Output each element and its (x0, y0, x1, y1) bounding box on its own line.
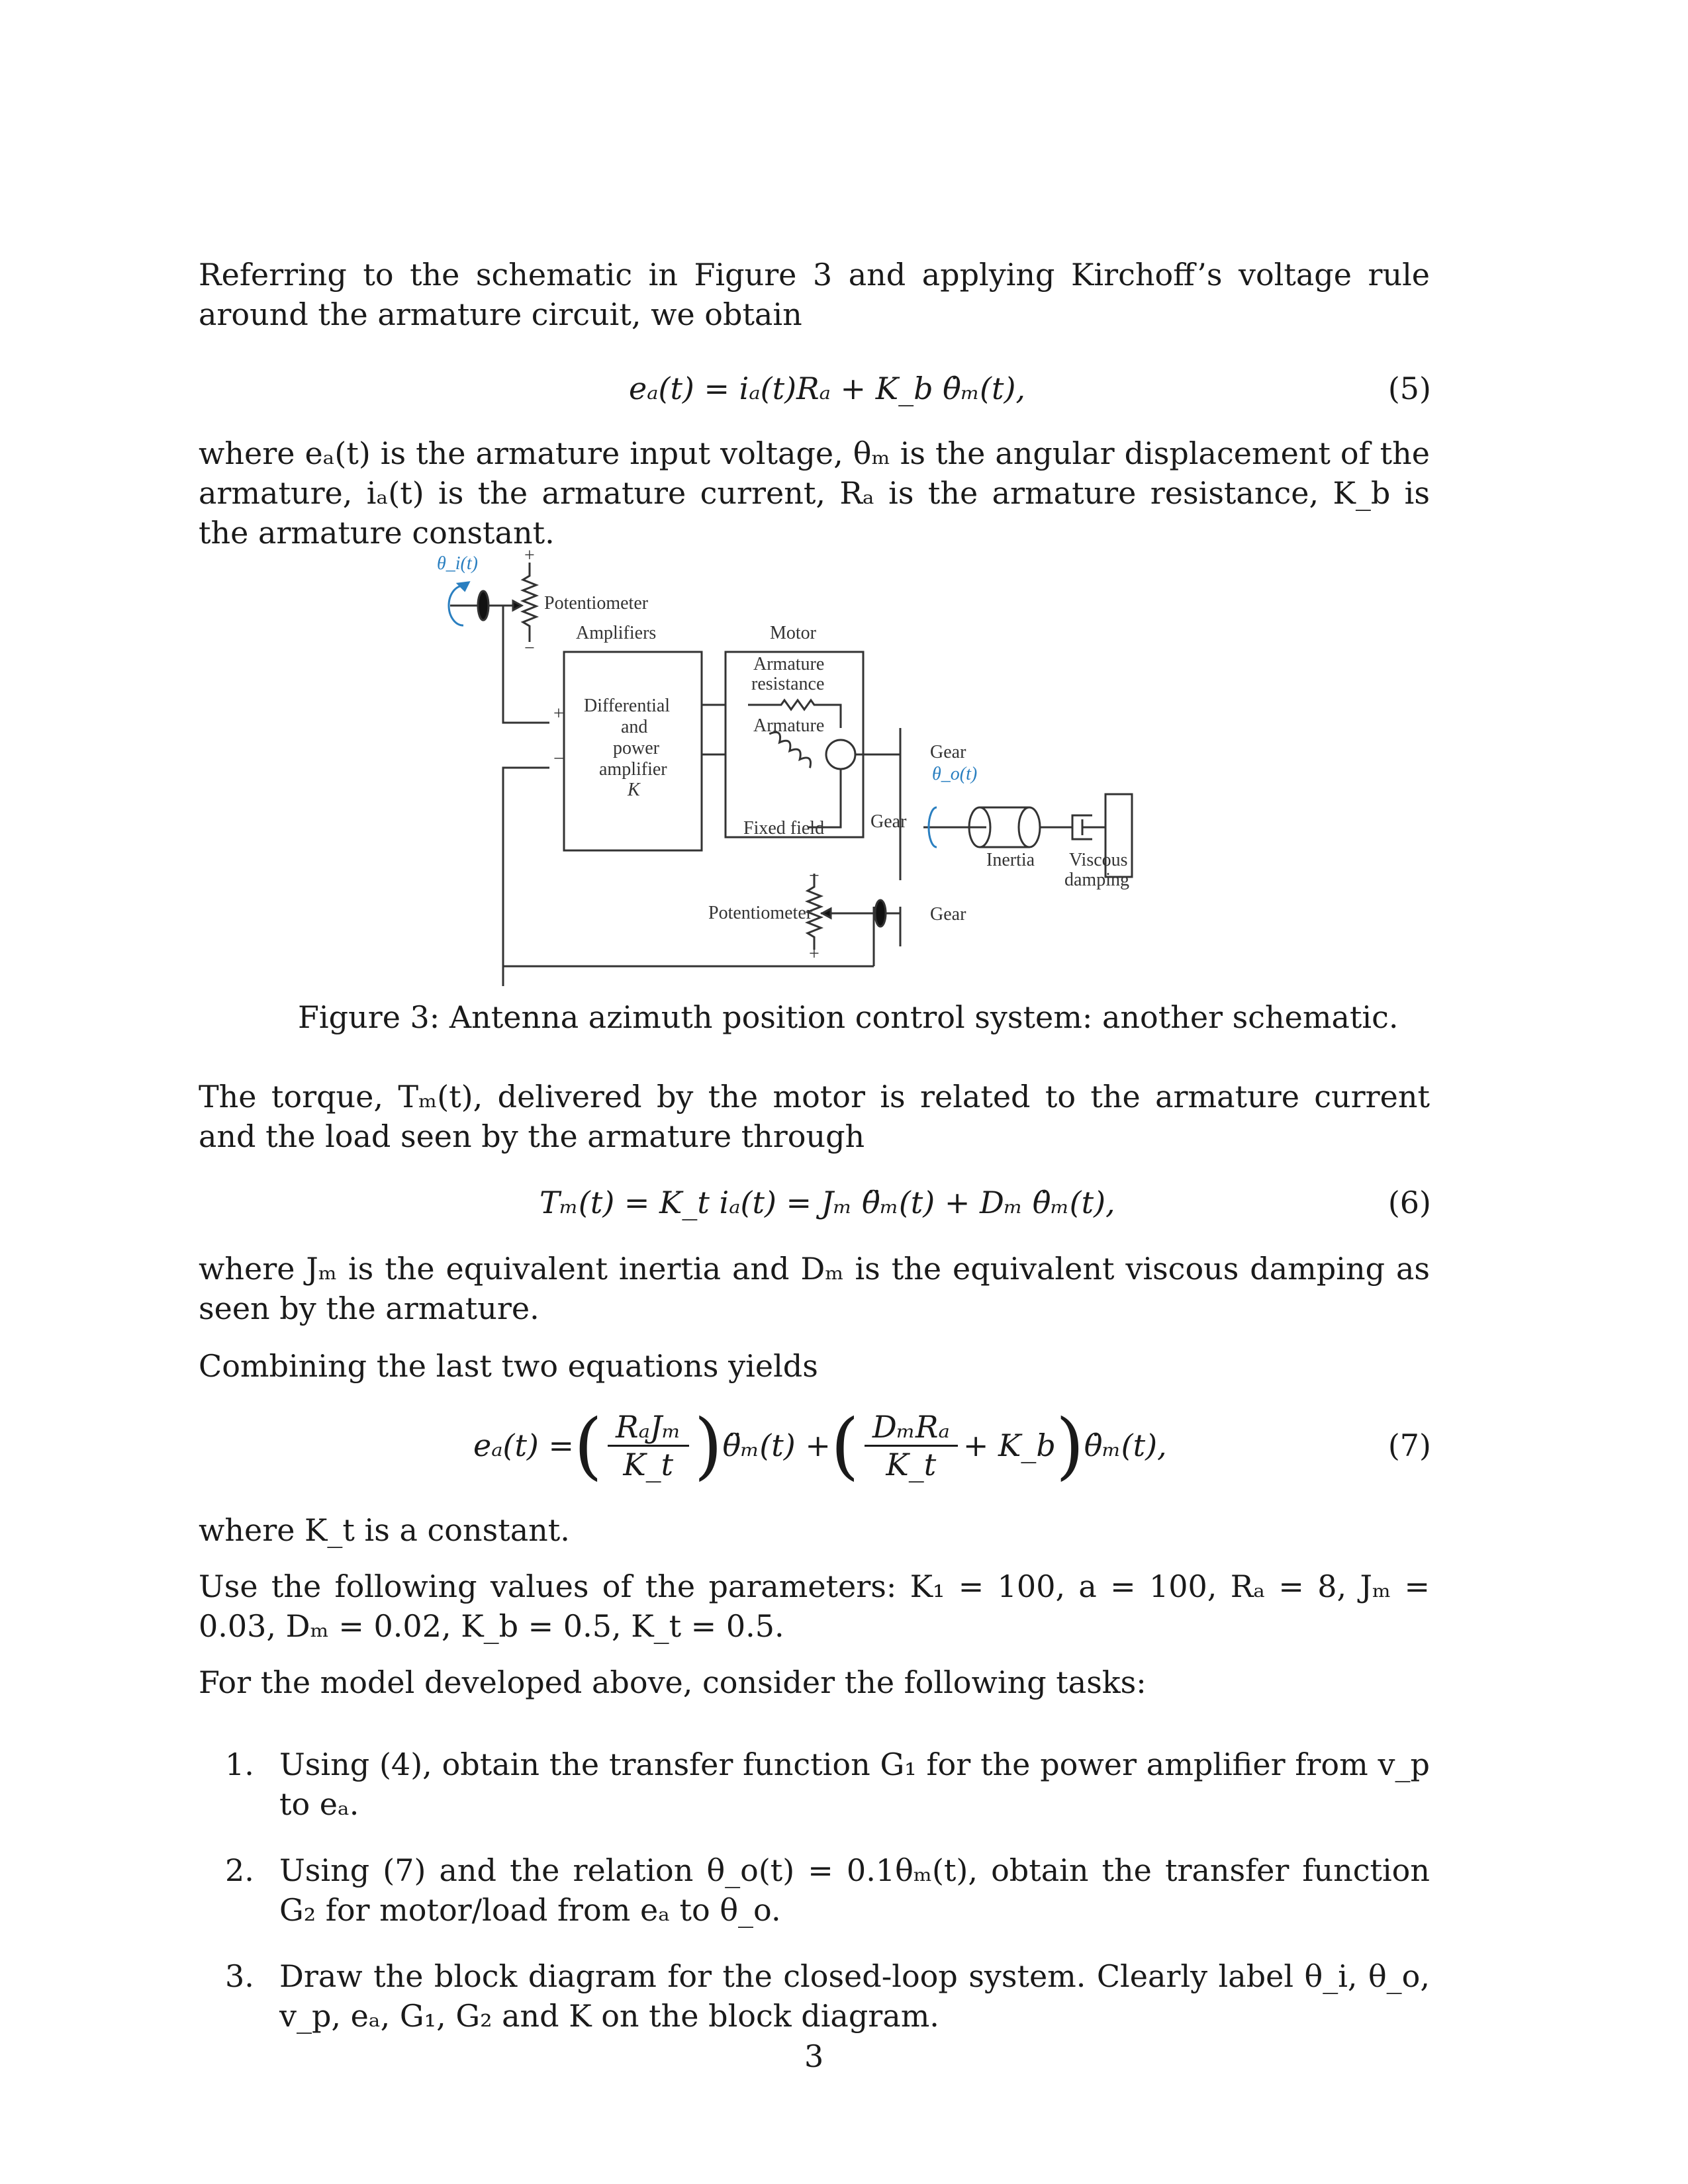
close-paren-1: ) (694, 1403, 723, 1488)
task-number: 3. (225, 1958, 254, 1994)
equation-7-term-1: θ̈ₘ(t) + (722, 1428, 831, 1463)
combining-paragraph: Combining the last two equations yields (199, 1348, 818, 1384)
tasks-intro-paragraph: For the model developed above, consider the following tasks: (199, 1664, 1147, 1700)
theta-o-label: θ_o(t) (932, 764, 978, 784)
armature-label: Armature (753, 715, 825, 736)
armature-resistance-label-1: Armature (753, 654, 825, 674)
equation-7-lhs: eₐ(t) = (473, 1428, 575, 1463)
equation-5: eₐ(t) = iₐ(t)Rₐ + K_b θ̇ₘ(t), (629, 371, 1026, 406)
task-item (225, 1745, 1430, 1824)
fraction-1 (608, 1409, 689, 1482)
equation-7-plus-kb: + K_b (962, 1428, 1056, 1463)
plus-sign-amp: + (553, 704, 564, 724)
equation-7-number: (7) (1387, 1428, 1431, 1463)
minus-sign-top: − (524, 638, 535, 659)
motor-label: Motor (770, 623, 816, 643)
amplifier-gain-k: K (628, 780, 640, 800)
minus-sign-bottom: − (809, 866, 820, 886)
fraction-2 (865, 1409, 958, 1482)
gear-top-label: Gear (930, 742, 966, 762)
potentiometer-bottom-label: Potentiometer (708, 903, 813, 923)
open-paren-2: ( (830, 1403, 859, 1488)
amplifiers-label: Amplifiers (576, 623, 657, 643)
armature-resistance-label-2: resistance (751, 674, 825, 694)
gear-left-label: Gear (870, 811, 907, 832)
task-text: Draw the block diagram for the closed-loop system. Clearly label θ_i, θ_o, v_p, eₐ, G₁, G₂ and K on the block diagram. (279, 1958, 1430, 2034)
equation-7 (473, 1403, 1167, 1488)
inertia-damping-paragraph: where Jₘ is the equivalent inertia and Dₘ is the equivalent viscous damping as seen by the armature. (199, 1251, 1430, 1326)
page-number: 3 (804, 2038, 824, 2074)
close-paren-2: ) (1055, 1403, 1084, 1488)
intro-paragraph: Referring to the schematic in Figure 3 and applying Kirchoff’s voltage rule around the armature circuit, we obtain (199, 257, 1430, 332)
task-number: 1. (225, 1747, 254, 1782)
fraction-2-denominator: K_t (886, 1446, 937, 1482)
task-item (225, 1956, 1430, 2036)
equation-6-number: (6) (1387, 1185, 1431, 1220)
plus-sign-bottom: + (809, 944, 820, 964)
viscous-label-1: Viscous (1069, 850, 1128, 870)
equation-6: Tₘ(t) = K_t iₐ(t) = Jₘ θ̈ₘ(t) + Dₘ θ̇ₘ(t), (539, 1185, 1115, 1220)
task-item (225, 1850, 1430, 1930)
viscous-label-2: damping (1064, 870, 1129, 890)
fixed-field-label: Fixed field (743, 818, 825, 839)
inertia-label: Inertia (986, 850, 1035, 870)
kt-constant-paragraph: where K_t is a constant. (199, 1512, 570, 1548)
parameter-values-paragraph: Use the following values of the parameters: K₁ = 100, a = 100, Rₐ = 8, Jₘ = 0.03, Dₘ = 0.02, K_b = 0.5, K_t = 0.5. (199, 1569, 1430, 1644)
plus-sign-top: + (524, 549, 535, 566)
torque-paragraph: The torque, Tₘ(t), delivered by the motor is related to the armature current and the load seen by the armature through (199, 1079, 1430, 1154)
gear-bottom-label: Gear (930, 904, 966, 925)
open-paren-1: ( (574, 1403, 602, 1488)
task-text: Using (4), obtain the transfer function G₁ for the power amplifier from v_p to eₐ. (279, 1747, 1430, 1822)
task-number: 2. (225, 1852, 254, 1888)
theta-i-label: θ_i(t) (437, 553, 478, 574)
amplifier-text-4: amplifier (599, 759, 667, 780)
equation-5-number: (5) (1387, 371, 1431, 406)
fraction-1-numerator: RₐJₘ (608, 1409, 689, 1447)
fraction-2-numerator: DₘRₐ (865, 1409, 958, 1447)
amplifier-text-1: Differential (584, 696, 671, 716)
figure-caption: Figure 3: Antenna azimuth position control system: another schematic. (298, 999, 1399, 1035)
minus-sign-amp: − (553, 749, 564, 769)
fraction-1-denominator: K_t (623, 1446, 674, 1482)
amplifier-text-2: and (621, 717, 648, 737)
task-text: Using (7) and the relation θ_o(t) = 0.1θₘ(t), obtain the transfer function G₂ for motor/load from eₐ to θ_o. (279, 1852, 1430, 1928)
potentiometer-top-label: Potentiometer (544, 593, 649, 614)
antenna-schematic-figure (437, 549, 1192, 986)
equation-7-term-2: θ̇ₘ(t), (1084, 1428, 1167, 1463)
amplifier-text-3: power (613, 738, 659, 758)
armature-definitions-paragraph: where eₐ(t) is the armature input voltage, θₘ is the angular displacement of the armature, iₐ(t) is the armature current, Rₐ is the armature resistance, K_b is the armature constant. (199, 435, 1430, 551)
task-list (225, 1745, 1430, 2062)
